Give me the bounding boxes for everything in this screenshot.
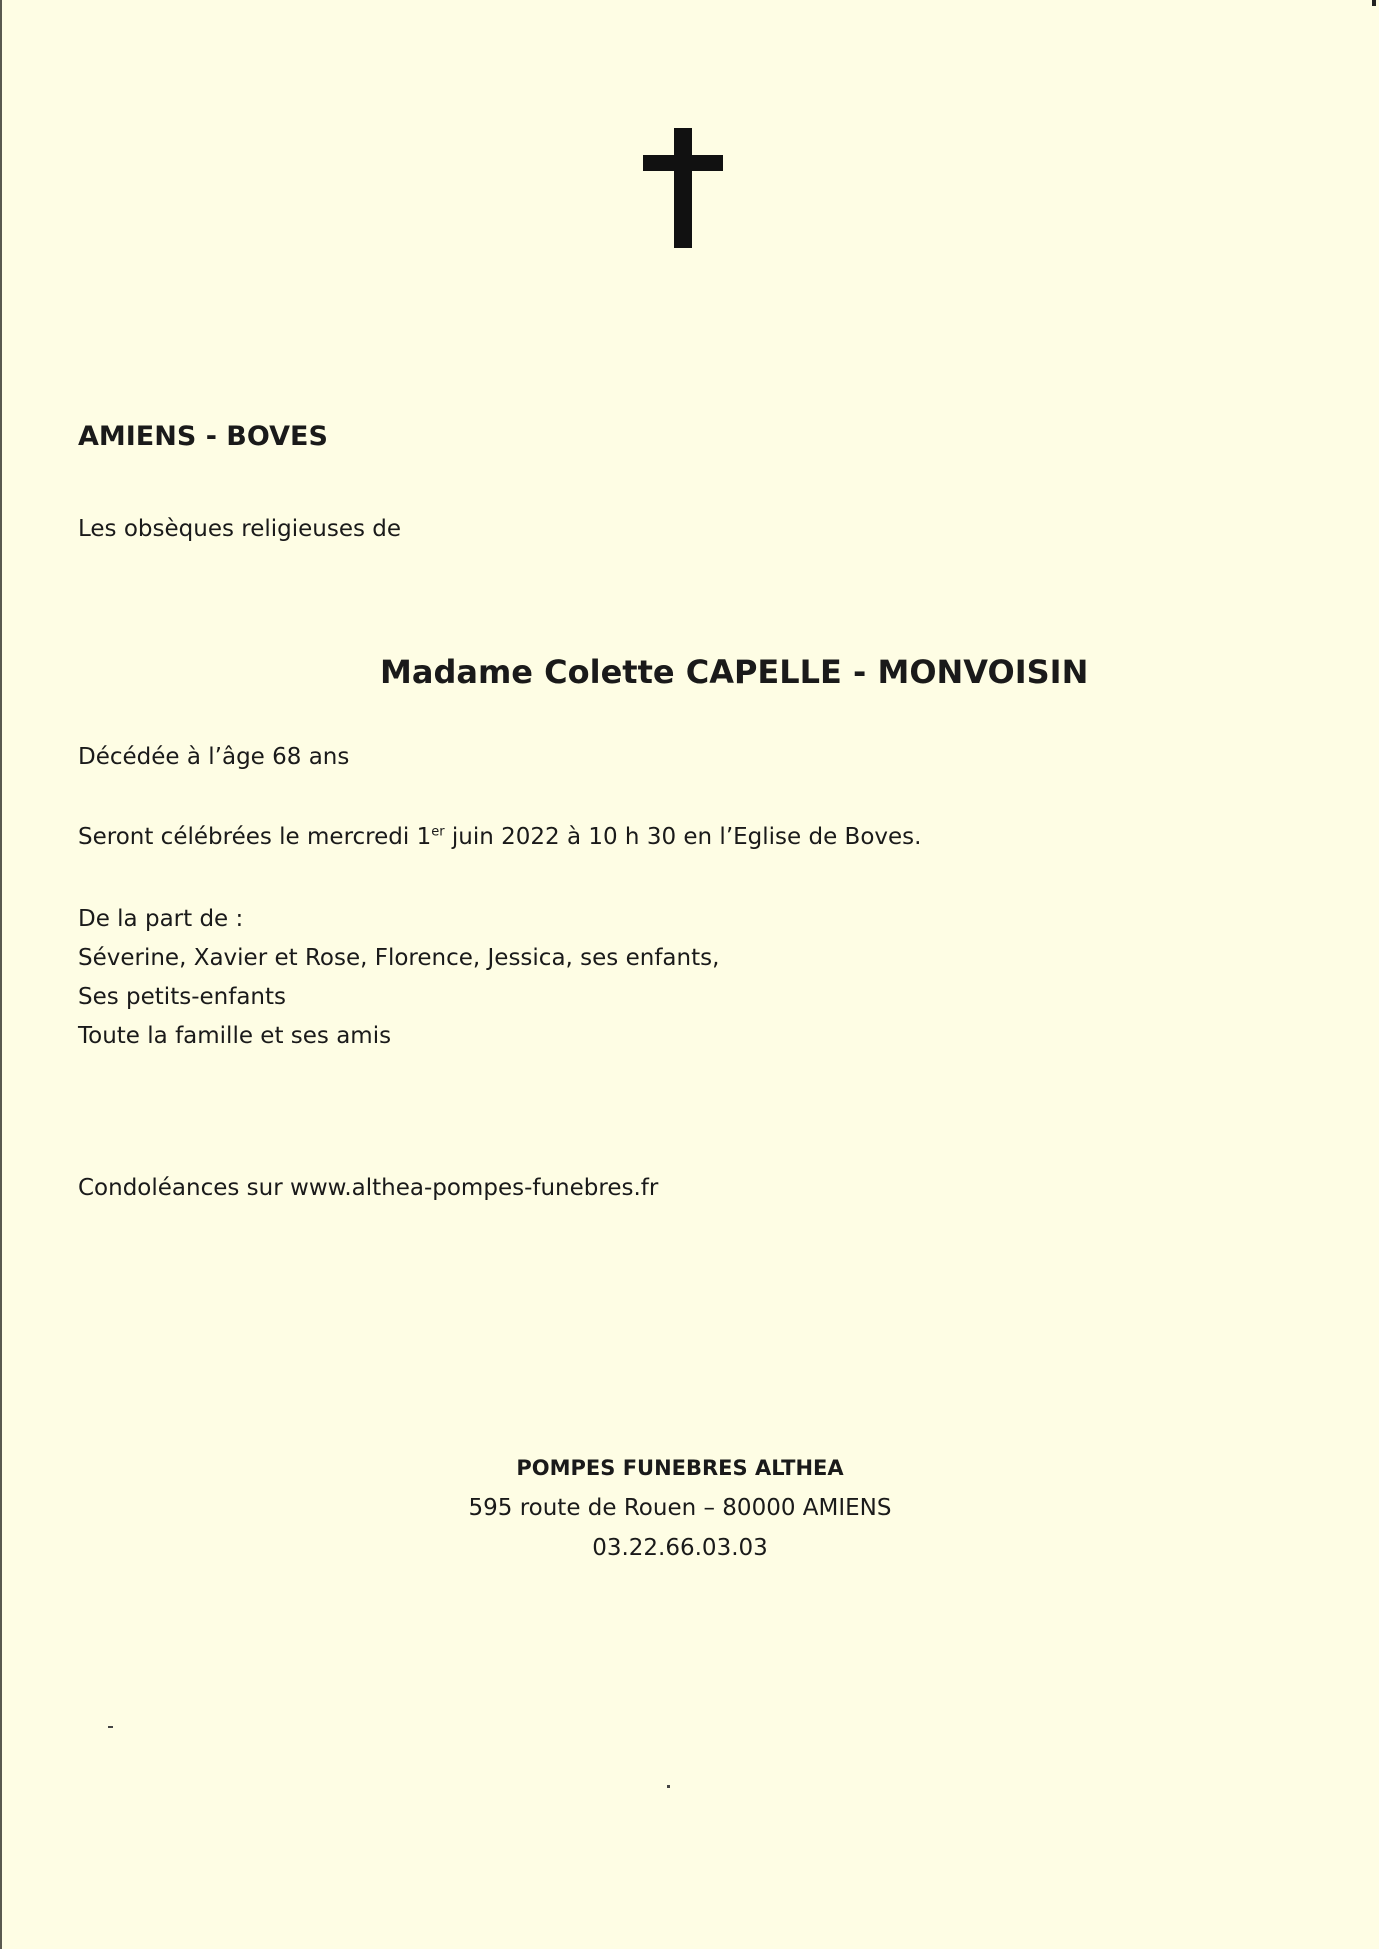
family-line: Ses petits-enfants [78,984,286,1010]
funeral-home-name: POMPES FUNEBRES ALTHEA [516,1456,844,1480]
scan-speck [667,1785,670,1788]
ceremony-line [78,822,921,852]
intro-text: Les obsèques religieuses de [78,516,402,542]
ceremony-text-end: juin 2022 à 10 h 30 en l’Eglise de Boves. [444,824,922,850]
scan-speck [108,1726,113,1728]
ceremony-text-start: Seront célébrées le mercredi 1 [78,824,432,850]
condolences-line: Condoléances sur www.althea-pompes-funebres.fr [78,1175,659,1201]
age-line: Décédée à l’âge 68 ans [78,744,350,770]
family-heading: De la part de : [78,906,244,932]
cross-horizontal-bar [643,155,723,171]
location-heading: AMIENS - BOVES [78,421,328,452]
scan-edge [0,0,2,1949]
family-line: Toute la famille et ses amis [78,1023,392,1049]
family-block [78,900,719,1056]
latin-cross-icon [643,128,723,248]
deceased-name: Madame Colette CAPELLE - MONVOISIN [380,653,1089,691]
cross-vertical-bar [674,128,692,248]
funeral-home-block [430,1448,930,1568]
scan-mark [1372,0,1376,6]
family-line: Séverine, Xavier et Rose, Florence, Jessica, ses enfants, [78,945,720,971]
ordinal-suffix: er [431,824,445,840]
funeral-home-phone: 03.22.66.03.03 [592,1535,768,1561]
funeral-home-address: 595 route de Rouen – 80000 AMIENS [468,1495,892,1521]
